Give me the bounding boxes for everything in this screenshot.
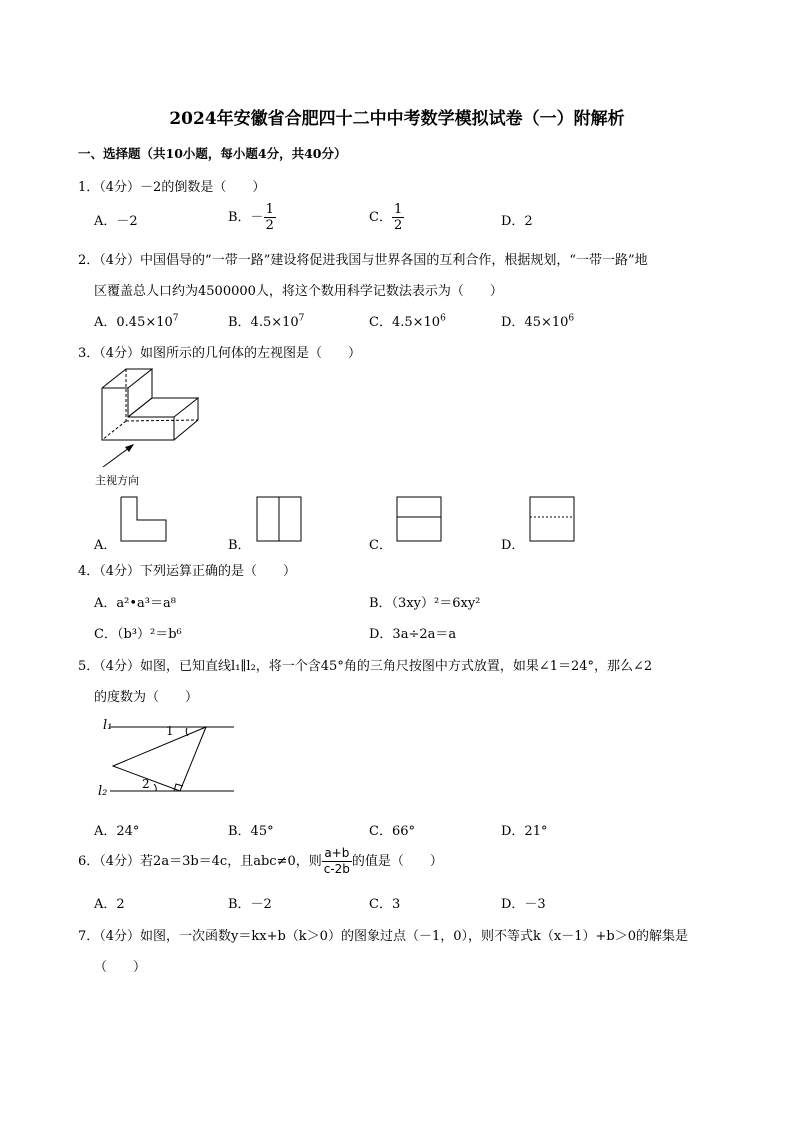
question-7-line-2: （ ）	[94, 960, 147, 975]
q4-option-c: C．（b³）²＝b⁶	[94, 627, 182, 642]
q6-option-a: A．2	[94, 897, 125, 912]
question-2-line-1: 2．（4分）中国倡导的“一带一路”建设将促进我国与世界各国的互利合作，根据规划，“一带一路”地	[78, 253, 648, 268]
q5-option-b: B．45°	[228, 824, 274, 839]
question-5-line-2: 的度数为（ ）	[94, 690, 199, 705]
question-1-stem: 1．（4分）－2的倒数是（ ）	[78, 180, 266, 195]
q6-option-c: C．3	[369, 897, 401, 912]
q2-option-a: A．$0.45\times 10^7$	[94, 313, 179, 330]
label-angle-1: 1	[166, 724, 174, 738]
question-4-stem: 4．（4分）下列运算正确的是（ ）	[78, 564, 297, 579]
section-heading: 一、选择题（共10小题，每小题4分，共40分）	[78, 146, 347, 161]
q3-option-d-figure	[529, 496, 577, 542]
paper-title: 2024年安徽省合肥四十二中中考数学模拟试卷（一）附解析	[169, 109, 625, 129]
q3-option-c-figure	[396, 496, 444, 542]
q5-option-d: D．21°	[501, 824, 548, 839]
q3-option-c-label: C．	[369, 538, 392, 553]
q3-option-b-figure	[256, 496, 304, 542]
q4-option-b: B．（3xy）²＝6xy²	[369, 596, 481, 611]
question-7-line-1: 7．（4分）如图，一次函数y＝kx+b（k＞0）的图象过点（－1，0），则不等式k（x－1）+b＞0的解集是	[78, 929, 688, 944]
label-l2: l₂	[98, 784, 108, 799]
view-direction-arrow	[100, 440, 140, 470]
view-direction-caption: 主视方向	[95, 474, 139, 487]
q1-option-d: D．2	[501, 214, 533, 229]
question-3-stem: 3．（4分）如图所示的几何体的左视图是（ ）	[78, 346, 362, 361]
q3-option-d-label: D．	[501, 538, 525, 553]
q3-option-b-label: B．	[228, 538, 251, 553]
label-angle-2: 2	[142, 777, 150, 791]
q4-option-d: D．3a÷2a＝a	[369, 627, 457, 642]
q6-option-b: B．－2	[228, 897, 272, 912]
label-l1: l₁	[103, 718, 113, 733]
q2-option-c: C．$4.5\times 10^6$	[369, 313, 446, 330]
q4-option-a: A．a²•a³＝a⁸	[94, 596, 176, 611]
question-6-stem: 6．（4分）若2a＝3b＝4c，且abc≠0，则 $\frac{a+b}{c-2b}$ 的值是（ ）	[78, 846, 443, 876]
q2-option-d: D．$45\times 10^6$	[501, 313, 575, 330]
q5-option-a: A．24°	[94, 824, 140, 839]
q1-option-c: C． $\frac{1}{2}$	[369, 202, 403, 233]
q3-option-a-label: A．	[94, 538, 117, 553]
q1-option-a: A．－2	[94, 214, 138, 229]
q6-option-d: D．－3	[501, 897, 546, 912]
q3-option-a-figure	[120, 496, 170, 542]
question-2-line-2: 区覆盖总人口约为4500000人，将这个数用科学记数法表示为（ ）	[94, 284, 503, 299]
q1-option-b: B．－ $\frac{1}{2}$	[228, 202, 274, 233]
q2-option-b: B．$4.5\times 10^7$	[228, 313, 305, 330]
q5-option-c: C．66°	[369, 824, 415, 839]
question-5-line-1: 5．（4分）如图，已知直线l₁∥l₂，将一个含45°角的三角尺按图中方式放置，如果∠1＝24°，那么∠2	[78, 659, 653, 674]
